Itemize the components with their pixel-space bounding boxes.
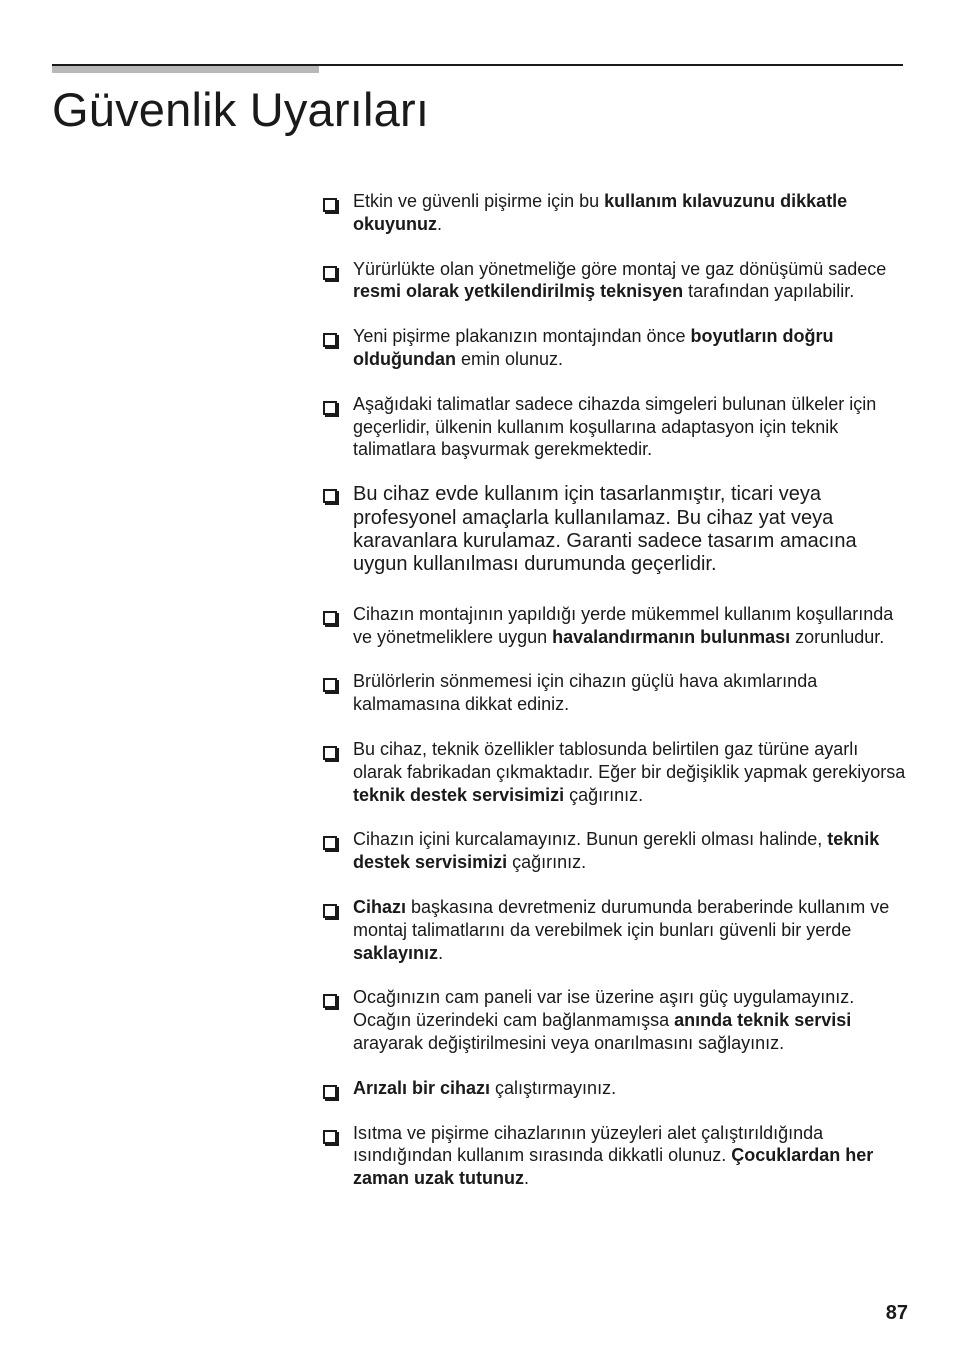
warning-item xyxy=(322,986,908,1054)
checkbox-bullet-icon xyxy=(323,611,337,625)
warning-item xyxy=(322,190,908,236)
warning-text: arayarak değiştirilmesini veya onarılmasını sağlayınız. xyxy=(353,1032,785,1053)
warning-item xyxy=(322,670,908,716)
warning-text: Cihazın içini kurcalamayınız. Bunun gerekli olması halinde, xyxy=(353,829,828,850)
warning-item xyxy=(322,828,908,874)
warning-text: çalıştırmayınız. xyxy=(490,1077,617,1098)
warning-item xyxy=(322,393,908,461)
warning-emphasis: teknik destek servisimizi xyxy=(353,784,565,805)
warning-text: Aşağıdaki talimatlar sadece cihazda simgeleri bulunan ülkeler için geçerlidir, ülkenin kullanım koşullarına adaptasyon için teknik talimatlara başvurmak gerekmektedir. xyxy=(353,393,877,460)
warning-text: . xyxy=(438,942,444,963)
checkbox-bullet-icon xyxy=(323,1130,337,1144)
page-number: 87 xyxy=(885,1302,908,1324)
checkbox-bullet-icon xyxy=(323,994,337,1008)
warning-item xyxy=(322,1122,908,1190)
safety-warnings-list xyxy=(322,190,908,1212)
checkbox-bullet-icon xyxy=(323,746,337,760)
warning-item xyxy=(322,1077,908,1100)
checkbox-bullet-icon xyxy=(323,1085,337,1099)
checkbox-bullet-icon xyxy=(323,266,337,280)
warning-item xyxy=(322,483,908,577)
warning-emphasis: kullanım kılavuzunu dikkatle okuyunuz xyxy=(353,191,848,234)
checkbox-bullet-icon xyxy=(323,836,337,850)
checkbox-bullet-icon xyxy=(323,198,337,212)
warning-text: tarafından yapılabilir. xyxy=(683,281,855,302)
warning-text: zorunludur. xyxy=(790,626,885,647)
warning-text: Cihazın montajının yapıldığı yerde mükemmel kullanım koşullarında ve yönetmeliklere uygun xyxy=(353,603,894,647)
warning-text: . xyxy=(437,213,443,234)
warning-text: Bu cihaz evde kullanım için tasarlanmıştır, ticari veya profesyonel amaçlarla kullanılamaz. Bu cihaz yat veya karavanlara kurulamaz. Garanti sadece tasarım amacına uygun kullanılması durumunda geçerlidir. xyxy=(353,483,857,576)
warning-text: Isıtma ve pişirme cihazlarının yüzeyleri alet çalıştırıldığında ısındığından kullanım sırasında dikkatli olunuz. xyxy=(353,1122,824,1166)
warning-text: emin olunuz. xyxy=(455,348,564,369)
header-accent-bar xyxy=(52,66,319,73)
warning-item xyxy=(322,325,908,371)
checkbox-bullet-icon xyxy=(323,904,337,918)
checkbox-bullet-icon xyxy=(323,489,337,503)
warning-item xyxy=(322,738,908,806)
warning-text: başkasına devretmeniz durumunda beraberinde kullanım ve montaj talimatlarını da verebilmek için bunları güvenli bir yerde xyxy=(353,896,890,940)
warning-text: Etkin ve güvenli pişirme için bu xyxy=(353,191,605,211)
warning-text: çağırınız. xyxy=(564,784,644,805)
page-title: Güvenlik Uyarıları xyxy=(52,83,430,136)
warning-emphasis: Arızalı bir cihazı xyxy=(353,1077,491,1098)
warning-emphasis: boyutların doğru olduğundan xyxy=(353,326,834,369)
warning-text: Bu cihaz, teknik özellikler tablosunda belirtilen gaz türüne ayarlı olarak fabrikadan çıkmaktadır. Eğer bir değişiklik yapmak gerekiyorsa xyxy=(353,738,906,782)
warning-item xyxy=(322,258,908,304)
checkbox-bullet-icon xyxy=(323,333,337,347)
warning-text: . xyxy=(524,1168,530,1189)
warning-emphasis: Çocuklardan her zaman uzak tutunuz xyxy=(353,1145,874,1189)
warning-emphasis: Cihazı xyxy=(353,896,407,917)
warning-item xyxy=(322,603,908,649)
warning-text: çağırınız. xyxy=(507,852,587,873)
warning-emphasis: teknik destek servisimizi xyxy=(353,829,880,873)
warning-text: Brülörlerin sönmemesi için cihazın güçlü hava akımlarında kalmamasına dikkat ediniz. xyxy=(353,671,818,715)
warning-emphasis: resmi olarak yetkilendirilmiş teknisyen xyxy=(353,281,684,302)
checkbox-bullet-icon xyxy=(323,401,337,415)
warning-emphasis: havalandırmanın bulunması xyxy=(552,626,791,647)
warning-emphasis: anında teknik servisi xyxy=(674,1010,852,1031)
warning-item xyxy=(322,896,908,964)
checkbox-bullet-icon xyxy=(323,678,337,692)
warning-text: Ocağınızın cam paneli var ise üzerine aşırı güç uygulamayınız. Ocağın üzerindeki cam bağlanmamışsa xyxy=(353,987,855,1031)
warning-text: Yürürlükte olan yönetmeliğe göre montaj ve gaz dönüşümü sadece xyxy=(353,258,887,279)
warning-text: Yeni pişirme plakanızın montajından önce xyxy=(353,326,691,347)
warning-emphasis: saklayınız xyxy=(353,942,439,963)
